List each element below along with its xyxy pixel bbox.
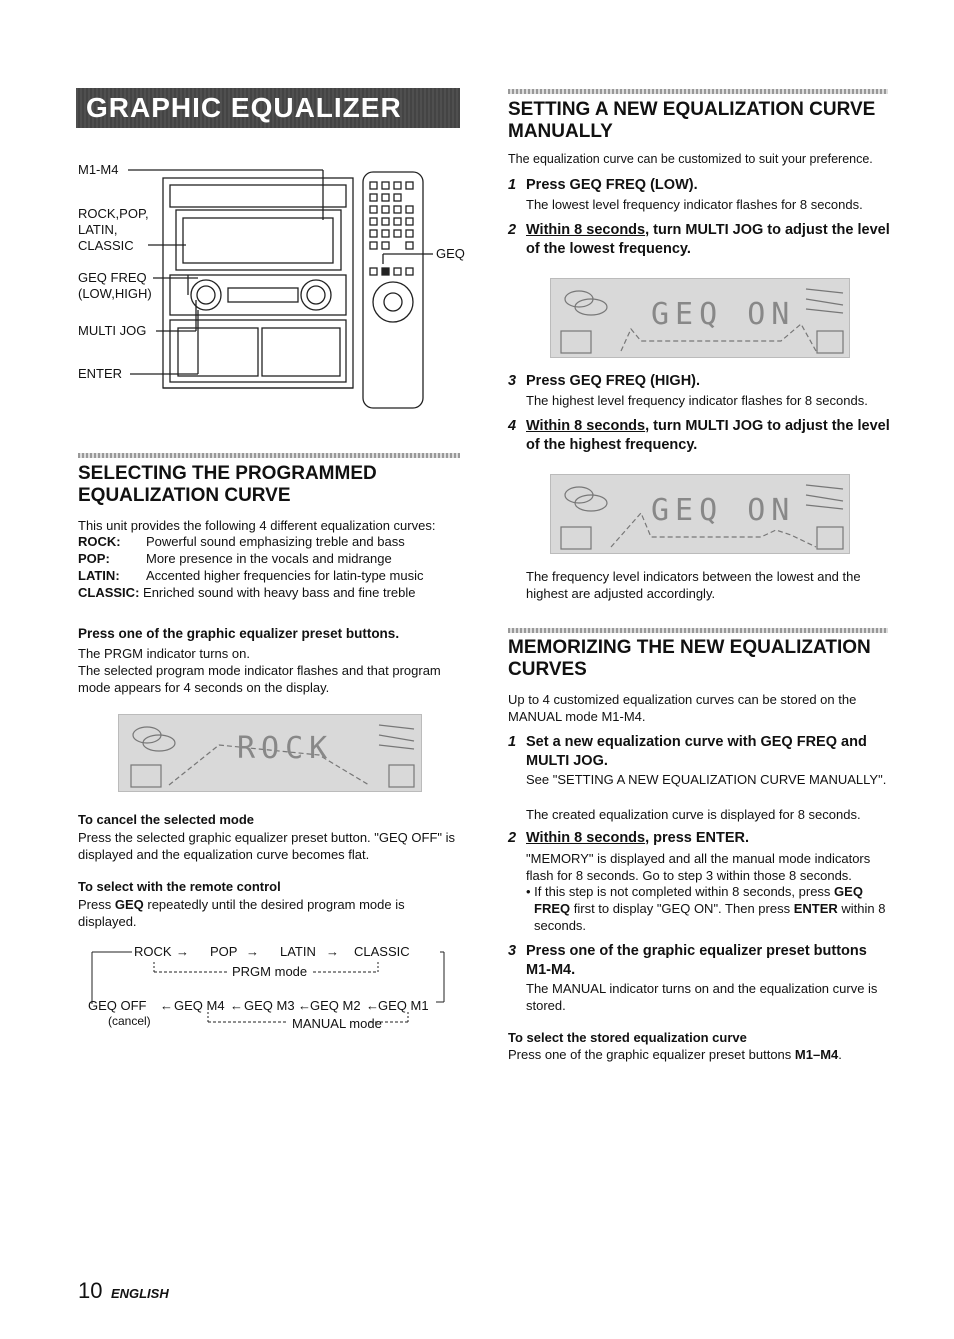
label-multi-jog: MULTI JOG xyxy=(78,323,147,338)
flow-cancel: (cancel) xyxy=(108,1014,151,1028)
lcd-display-geq-on-high xyxy=(550,474,850,554)
setting-after: The frequency level indicators between the lowest and the highest are adjusted accordingly. xyxy=(526,569,861,601)
flow-geq-m4: GEQ M4 xyxy=(174,998,225,1013)
flow-classic: CLASSIC xyxy=(354,944,410,959)
setting-step-3: 3 Press GEQ FREQ (HIGH). xyxy=(508,373,701,389)
memorizing-step-3: 3 Press one of the graphic equalizer preset buttons M1-M4. xyxy=(508,943,867,978)
cancel-heading: To cancel the selected mode xyxy=(78,812,255,827)
curve-definitions xyxy=(78,533,463,601)
lcd-text-rock: ROCK xyxy=(237,731,334,766)
page-footer xyxy=(78,1278,169,1304)
setting-step-4: 4 Within 8 seconds, turn MULTI JOG to adjust the level of the highest frequency. xyxy=(508,418,890,453)
def-rock: ROCK: Powerful sound emphasizing treble and bass xyxy=(78,534,405,549)
stereo-illustration xyxy=(78,160,478,410)
stereo-figure xyxy=(78,160,478,410)
remote-heading: To select with the remote control xyxy=(78,879,281,894)
page-language: ENGLISH xyxy=(110,1286,169,1301)
setting-step-3-text: The highest level frequency indicator flashes for 8 seconds. xyxy=(526,393,868,408)
label-m1m4: M1-M4 xyxy=(78,162,119,177)
setting-step-1-text: The lowest level frequency indicator flashes for 8 seconds. xyxy=(526,197,863,212)
press-text-1: The PRGM indicator turns on. xyxy=(78,646,250,661)
lcd-text-geq-on-high: GEQ ON xyxy=(651,493,796,528)
stored-text: Press one of the graphic equalizer preset buttons M1–M4. xyxy=(508,1047,842,1062)
section-banner: GRAPHIC EQUALIZER xyxy=(76,88,460,128)
setting-step-2: 2 Within 8 seconds, turn MULTI JOG to adjust the level of the lowest frequency. xyxy=(508,222,890,257)
memorizing-step-2-bullet: • If this step is not completed within 8 seconds, press GEQ FREQ first to display "GEQ ON". Then press ENTER within 8 seconds. xyxy=(526,884,886,933)
flow-geq-m2: GEQ M2 xyxy=(310,998,361,1013)
label-geq-freq: GEQ FREQ xyxy=(78,270,147,285)
label-geq: GEQ xyxy=(436,246,465,261)
def-pop: POP: More presence in the vocals and midrange xyxy=(78,551,392,566)
memorizing-intro: Up to 4 customized equalization curves can be stored on the MANUAL mode M1-M4. xyxy=(508,692,857,724)
memorizing-step-3-text: The MANUAL indicator turns on and the equalization curve is stored. xyxy=(526,981,878,1013)
memorizing-step-1: 1 Set a new equalization curve with GEQ FREQ and MULTI JOG. xyxy=(508,734,867,769)
press-heading: Press one of the graphic equalizer preset buttons. xyxy=(78,626,400,641)
setting-title: SETTING A NEW EQUALIZATION CURVE MANUALLY xyxy=(508,99,876,142)
memorizing-title: MEMORIZING THE NEW EQUALIZATION CURVES xyxy=(508,637,871,680)
section-rule xyxy=(78,453,460,458)
setting-step-1: 1 Press GEQ FREQ (LOW). xyxy=(508,177,698,193)
memorizing-step-2: 2 Within 8 seconds, press ENTER. xyxy=(508,830,750,846)
flow-prgm-mode: PRGM mode xyxy=(232,964,308,979)
cancel-text: Press the selected graphic equalizer preset button. "GEQ OFF" is displayed and the equalization curve becomes flat. xyxy=(78,830,456,862)
lcd-display-geq-on-low xyxy=(550,278,850,358)
flow-manual-mode: MANUAL mode xyxy=(292,1016,382,1031)
memorizing-step-2-text: "MEMORY" is displayed and all the manual mode indicators flash for 8 seconds. Go to step 3 within those 8 seconds. xyxy=(526,851,871,883)
lcd-display-rock xyxy=(118,714,422,792)
press-text-2: The selected program mode indicator flashes and that program mode appears for 4 seconds on the display. xyxy=(78,663,441,695)
setting-intro: The equalization curve can be customized to suit your preference. xyxy=(508,152,873,166)
lcd-text-geq-on-low: GEQ ON xyxy=(651,297,796,332)
flow-pop: POP xyxy=(210,944,238,959)
label-classic: CLASSIC xyxy=(78,238,134,253)
flow-rock: ROCK xyxy=(134,944,172,959)
label-rock-pop: ROCK,POP, xyxy=(78,206,149,221)
label-latin: LATIN, xyxy=(78,222,118,237)
flow-geq-off: GEQ OFF xyxy=(88,998,147,1013)
section-rule xyxy=(508,89,888,94)
flow-geq-m3: GEQ M3 xyxy=(244,998,295,1013)
remote-text: Press GEQ repeatedly until the desired program mode is displayed. xyxy=(78,897,405,929)
stored-heading: To select the stored equalization curve xyxy=(508,1030,747,1045)
label-enter: ENTER xyxy=(78,366,123,381)
flow-geq-m1: GEQ M1 xyxy=(378,998,429,1013)
memorizing-step-1-text-1: See "SETTING A NEW EQUALIZATION CURVE MANUALLY". xyxy=(526,772,887,787)
flow-latin: LATIN xyxy=(280,944,316,959)
selecting-title: SELECTING THE PROGRAMMED EQUALIZATION CURVE xyxy=(78,463,377,506)
mode-flow-diagram: ROCK → POP → LATIN → CLASSIC PRGM mode GEQ OFF ← GEQ M4 ← GEQ M3 ← GEQ M2 ← GEQ M1 (cancel) MANUAL mode xyxy=(88,942,458,1032)
def-classic: CLASSIC: Enriched sound with heavy bass and fine treble xyxy=(78,585,416,600)
selecting-intro: This unit provides the following 4 different equalization curves: xyxy=(78,518,436,533)
section-rule xyxy=(508,628,888,633)
def-latin: LATIN: Accented higher frequencies for latin-type music xyxy=(78,568,424,583)
label-low-high: (LOW,HIGH) xyxy=(78,286,152,301)
page-number: 10 xyxy=(78,1278,103,1303)
memorizing-step-1-text-2: The created equalization curve is displayed for 8 seconds. xyxy=(526,807,861,822)
